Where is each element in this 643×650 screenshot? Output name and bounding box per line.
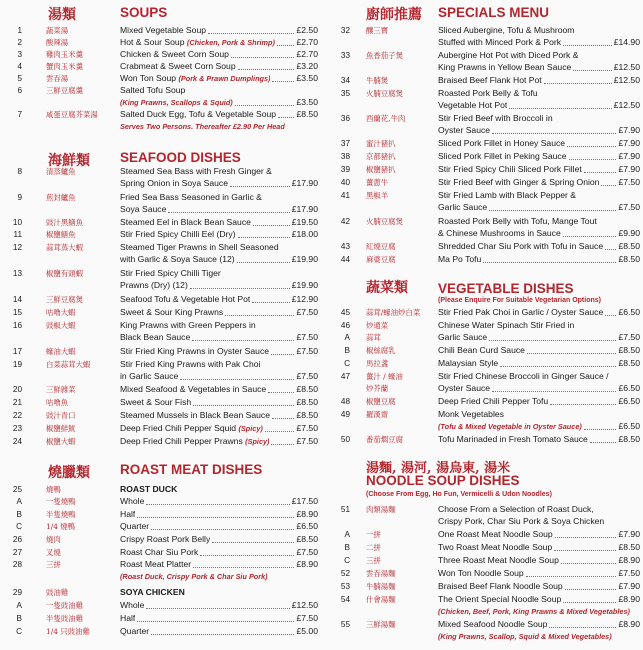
menu-item: 22 豉汁青口 Steamed Mussels in Black Bean Sauce £8.50 [12,410,318,420]
menu-item: 1 蔬菜湯 Mixed Vegetable Soup £2.50 [17,25,318,35]
menu-item: 23 椒鹽鮮魷 Deep Fried Chili Pepper Squid (Spicy) £7.50 [12,423,318,433]
menu-item: 7 咸蛋豆腐芥菜湯 Salted Duck Egg, Tofu & Vegetable Soup £8.50 [17,109,318,119]
dot-leader [563,228,617,237]
dot-leader [231,49,295,58]
menu-item: 54 什會湯麵 The Orient Special Noodle Soup £8.90 [340,594,640,604]
menu-item: 17 蠔油大蝦 Stir Fried King Prawns in Oyster Sauce £7.50 [12,346,318,356]
dot-leader [168,204,289,213]
menu-item: C 1/4 燒鴨 Quarter £6.50 [16,521,318,531]
dot-leader [492,383,616,392]
dot-leader [601,177,616,186]
dot-leader [569,151,617,160]
menu-item: 39 椒鹽豬扒 Stir Fried Spicy Chili Sliced Pork Fillet £7.90 [340,164,640,174]
menu-item: in Garlic Sauce £7.50 [120,371,318,381]
menu-item: B 半隻燒鴨 Half £8.90 [16,509,318,519]
dot-leader [151,521,294,530]
dot-leader [271,436,294,445]
noodle-chinese-title: 湯麵, 湯河, 湯烏東, 湯米 [366,461,511,476]
dot-leader [238,61,295,70]
dot-leader [492,125,616,134]
vegetable-chinese-title: 蔬菜類 [366,280,408,296]
menu-item: 40 薑蔥牛 Stir Fried Beef with Ginger & Spring Onion £7.50 [340,177,640,187]
menu-item: 24 椒鹽大蝦 Deep Fried Chili Pepper Prawns (Spicy) £7.50 [12,436,318,446]
roast-duck-row: 25 燒鴨 ROAST DUCK [12,484,178,494]
dot-leader [549,619,616,628]
dot-leader [483,254,616,263]
dot-leader [230,178,290,187]
menu-item: Spring Onion in Soya Sauce £17.90 [120,178,318,188]
menu-item: 6 三鮮豆腐羹 Salted Tofu Soup [17,85,186,95]
menu-item: 32 釀三寶 Sliced Aubergine, Tofu & Mushroom [340,25,575,35]
menu-item: B 半隻豉油雞 Half £7.50 [16,613,318,623]
dot-leader [272,410,294,419]
menu-item: 13 椒鹽有頭蝦 Stir Fried Spicy Chilli Tiger [12,268,221,278]
dot-leader [605,241,616,250]
menu-item: A 蒜茸 Garlic Sauce £7.50 [344,332,640,342]
dot-leader [489,202,616,211]
menu-item: 4 蟹肉玉米羹 Crabmeat & Sweet Corn Soup £3.20 [17,61,318,71]
menu-item: with Garlic & Soya Sauce (12) £19.90 [120,254,318,264]
menu-item: 45 蒜茸/蠔油炒白菜 Stir Fried Pak Choi in Garlic / Oyster Sauce £6.50 [340,307,640,317]
dot-leader [146,600,289,609]
dot-leader [584,421,617,430]
menu-item: 26 燒肉 Crispy Roast Pork Belly £8.50 [12,534,318,544]
menu-item: 53 牛腩湯麵 Braised Beef Flank Noodle Soup £7.90 [340,581,640,591]
soups-title: SOUPS [120,5,168,20]
menu-item: 41 黑椒羊 Stir Fried Lamb with Black Pepper & [340,190,577,200]
dot-leader [237,254,290,263]
menu-item: 5 雲吞湯 Won Ton Soup (Pork & Prawn Dumplings) £3.50 [17,73,318,83]
dot-leader [200,547,294,556]
menu-item-note: (Chicken, Beef, Pork, King Prawns & Mixed Vegetables) [438,607,630,616]
dot-leader [225,307,294,316]
dot-leader [212,534,294,543]
noodle-subtitle: (Choose From Egg, Ho Fun, Vermicelli & Udon Noodles) [366,491,552,498]
menu-item: Oyster Sauce £7.90 [438,125,640,135]
dot-leader [190,280,290,289]
menu-item: 36 西蘭花,牛肉 Stir Fried Beef with Broccoli in [340,113,553,123]
dot-leader [235,97,295,106]
menu-item: A 一拼 One Roast Meat Noodle Soup £7.90 [344,529,640,539]
dot-leader [489,332,616,341]
menu-item: 19 白菜蒜茸大蝦 Stir Fried King Prawns with Pak Choi [12,359,261,369]
dot-leader [272,73,294,82]
dot-leader [563,594,616,603]
menu-item: 12 蒜茸蒸大蝦 Steamed Tiger Prawns in Shell Seasoned [12,242,279,252]
menu-item: & Chinese Mushrooms in Sauce £9.90 [438,228,640,238]
menu-item: 48 椒鹽豆腐 Deep Fried Chili Pepper Tofu £6.50 [340,396,640,406]
menu-item: 炒芥蘭 Oyster Sauce £6.50 [366,383,640,393]
menu-item: 27 叉燒 Roast Char Siu Pork £7.50 [12,547,318,557]
menu-item-note: Serves Two Persons. Thereafter £2.90 Per Head [120,122,285,131]
dot-leader [584,164,617,173]
menu-item: 46 炒通菜 Chinese Water Spinach Stir Fried in [340,320,575,330]
dot-leader [527,345,617,354]
dot-leader [193,559,294,568]
vegetable-subtitle: (Please Enquire For Suitable Vegetarian Options) [438,297,601,304]
dot-leader [550,396,616,405]
menu-item: 2 酸辣湯 Hot & Sour Soup (Chicken, Pork & Shrimp) £2.70 [17,37,318,47]
dot-leader [526,568,617,577]
menu-item: B 二拼 Two Roast Meat Noodle Soup £8.50 [344,542,640,552]
soups-chinese-title: 湯類 [48,7,76,23]
seafood-title: SEAFOOD DISHES [120,150,241,165]
dot-leader [590,434,617,443]
menu-item: 20 三鮮雜菜 Mixed Seafood & Vegetables in Sauce £8.50 [12,384,318,394]
dot-leader [265,423,295,432]
dot-leader [278,109,294,118]
dot-leader [544,75,612,84]
menu-item: Black Bean Sauce £7.50 [120,332,318,342]
specials-title: SPECIALS MENU [438,5,550,20]
menu-item: 52 雲吞湯麵 Won Ton Noodle Soup £7.50 [340,568,640,578]
menu-item: Crispy Pork, Char Siu Pork & Soya Chicken [438,516,605,526]
dot-leader [567,138,616,147]
menu-item: 35 火腩豆腐煲 Roasted Pork Belly & Tofu [340,88,538,98]
menu-item-note: (King Prawns, Scallop, Squid & Mixed Vegetables) [438,632,612,641]
dot-leader [605,307,616,316]
menu-item: 51 肉類湯麵 Choose From a Selection of Roast Duck, [340,504,594,514]
specials-chinese-title: 廚師推薦 [366,7,422,23]
menu-item: 44 麻婆豆腐 Ma Po Tofu £8.50 [340,254,640,264]
dot-leader [137,509,294,518]
menu-item: 16 豉椒大蝦 King Prawns with Green Peppers in [12,320,256,330]
menu-item: 33 魚香茄子煲 Aubergine Hot Pot with Diced Pork & [340,50,579,60]
dot-leader [208,25,294,34]
dot-leader [271,346,294,355]
dot-leader [573,62,611,71]
menu-item: A 一隻燒鴨 Whole £17.50 [16,496,318,506]
vegetable-title: VEGETABLE DISHES [438,281,574,296]
menu-item: 34 牛腩煲 Braised Beef Flank Hot Pot £12.50 [340,75,640,85]
dot-leader [565,581,617,590]
menu-item: 8 清蒸鱸魚 Steamed Sea Bass with Fresh Ginger & [17,166,272,176]
dot-leader [554,542,616,551]
roast-title: ROAST MEAT DISHES [120,462,263,477]
menu-item: 49 羅漢齋 Monk Vegetables [340,409,504,419]
dot-leader [192,332,294,341]
menu-item: Soya Sauce £17.90 [120,204,318,214]
dot-leader [509,100,611,109]
menu-item: B 椒絲腐乳 Chili Bean Curd Sauce £8.50 [344,345,640,355]
menu-item: 42 火腩豆腐煲 Roasted Pork Belly with Tofu, Mange Tout [340,216,597,226]
menu-item: 28 三拼 Roast Meat Platter £8.90 [12,559,318,569]
menu-item: 47 薑汁 / 蠔油 Stir Fried Chinese Broccoli in Ginger Sauce / [340,371,609,381]
dot-leader [238,229,290,238]
dot-leader [146,496,289,505]
menu-item: 50 番茄燜豆腐 Tofu Marinaded in Fresh Tomato Sauce £8.50 [340,434,640,444]
menu-item: Prawns (Dry) (12) £19.90 [120,280,318,290]
menu-item: C 三拼 Three Roast Meat Noodle Soup £8.90 [344,555,640,565]
menu-item: 37 蜜汁豬扒 Sliced Pork Fillet in Honey Sauce £7.90 [340,138,640,148]
seafood-chinese-title: 海鮮類 [48,153,90,169]
dot-leader [137,613,294,622]
menu-item: King Prawns in Yellow Bean Sauce £12.50 [438,62,640,72]
menu-item: 38 京都豬扒 Sliced Pork Fillet in Peking Sauce £7.90 [340,151,640,161]
dot-leader [563,37,612,46]
menu-item: A 一隻豉油雞 Whole £12.50 [16,600,318,610]
dot-leader [180,371,294,380]
menu-item-note: (Tofu & Mixed Vegetable in Oyster Sauce) £6.50 [438,421,640,431]
noodle-title: NOODLE SOUP DISHES [366,473,520,488]
menu-item: Garlic Sauce £7.50 [438,202,640,212]
dot-leader [555,529,617,538]
menu-item: 15 咕嚕大蝦 Sweet & Sour King Prawns £7.50 [12,307,318,317]
dot-leader [151,626,294,635]
menu-item: C 馬拉盞 Malaysian Style £8.50 [344,358,640,368]
menu-item: 55 三鮮湯麵 Mixed Seafood Noodle Soup £8.90 [340,619,640,629]
roast-chinese-title: 燒臘類 [48,465,90,481]
dot-leader [253,217,290,226]
soya-chicken-row: 29 豉油雞 SOYA CHICKEN [12,587,185,597]
dot-leader [252,294,289,303]
dot-leader [268,384,294,393]
menu-item: 9 煎封鱸魚 Fried Sea Bass Seasoned in Garlic & [17,192,262,202]
menu-item: Stuffed with Minced Pork & Pork £14.90 [438,37,640,47]
menu-item: 3 雞肉玉米羹 Chicken & Sweet Corn Soup £2.70 [17,49,318,59]
menu-item: 43 紅燒豆腐 Shredded Char Siu Pork with Tofu in Sauce £8.50 [340,241,640,251]
dot-leader [193,397,294,406]
menu-item-note: (Roast Duck, Crispy Pork & Char Siu Pork) [120,572,268,581]
dot-leader [277,37,295,46]
dot-leader [561,555,617,564]
menu-item: 14 三鮮豆腐煲 Seafood Tofu & Vegetable Hot Pot £12.90 [12,294,318,304]
menu-item: 21 咕嚕魚 Sweet & Sour Fish £8.50 [12,397,318,407]
menu-item: 11 椒鹽鱔魚 Stir Fried Spicy Chilli Eel (Dry) £18.00 [13,229,318,239]
dot-leader [500,358,616,367]
menu-item: 10 豉汁黑鱔魚 Steamed Eel in Black Bean Sauce £19.50 [12,217,318,227]
menu-item-note: (King Prawns, Scallops & Squid) £3.50 [120,97,318,107]
menu-item: Vegetable Hot Pot £12.50 [438,100,640,110]
menu-item: C 1/4 只豉油雞 Quarter £5.00 [16,626,318,636]
